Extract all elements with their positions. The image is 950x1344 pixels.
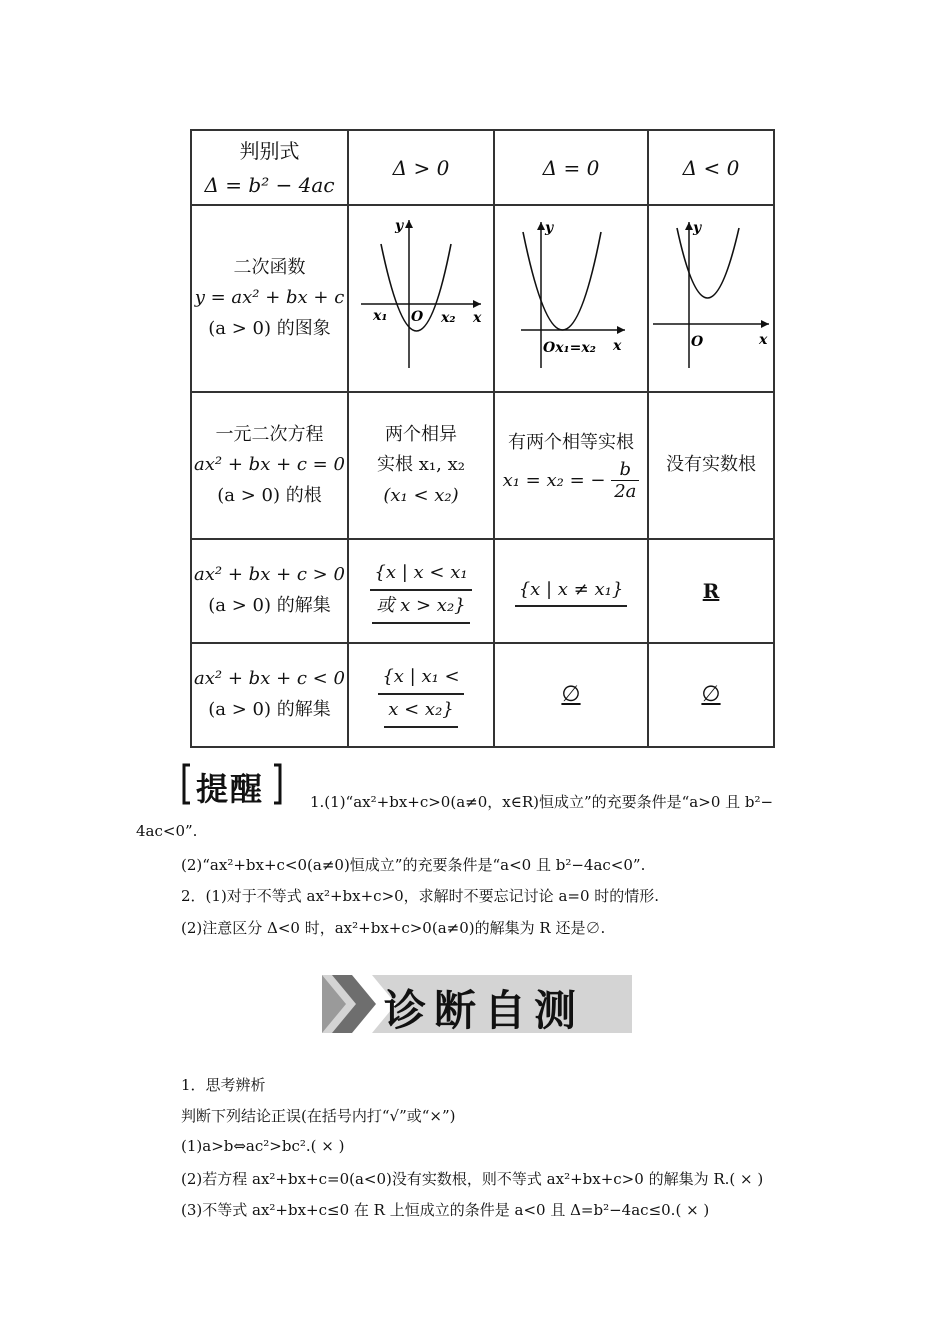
row-less-label xyxy=(191,643,348,747)
exercise-item-2: (2)若方程 ax²+bx+c=0(a<0)没有实数根，则不等式 ax²+bx+c>0 的解集为 R.( × ) xyxy=(181,1170,764,1188)
fraction-denominator: 2a xyxy=(614,481,637,503)
roots-distinct-line1: 两个相异 xyxy=(385,423,457,445)
graph2-root-label: Ox₁=x₂ xyxy=(543,340,596,357)
graph-two-roots-cell xyxy=(348,205,494,392)
graph2-x-label: x xyxy=(613,338,622,355)
row-greater-label xyxy=(191,539,348,643)
row-greater-label-line2: (a > 0) 的解集 xyxy=(208,595,331,616)
greater-set-line1: {x | x < x₁ xyxy=(370,558,471,591)
row-less-label-line2: (a > 0) 的解集 xyxy=(208,699,331,720)
header-discriminant-formula: Δ = b² − 4ac xyxy=(204,172,335,197)
parabola-two-roots-graph xyxy=(351,208,491,378)
roots-distinct-line3: (x₁ < x₂) xyxy=(383,484,459,506)
real-numbers-symbol: R xyxy=(702,578,720,603)
header-discriminant-cell xyxy=(191,130,348,205)
header-discriminant-label: 判别式 xyxy=(239,138,300,163)
fraction-numerator: b xyxy=(611,459,639,482)
less-no-root-cell xyxy=(648,643,774,747)
graph1-x2-label: x₂ xyxy=(441,310,456,327)
empty-set-symbol: ∅ xyxy=(701,682,721,708)
reminder-paragraph-3: 2．(1)对于不等式 ax²+bx+c>0，求解时不要忘记讨论 a=0 时的情形. xyxy=(181,887,660,905)
roots-equal-line2 xyxy=(495,459,647,503)
row-greater-label-line1: ax² + bx + c > 0 xyxy=(194,564,345,586)
fraction xyxy=(611,459,639,503)
row-roots-label xyxy=(191,392,348,539)
greater-one-root-cell xyxy=(494,539,648,643)
parabola-no-root-graph xyxy=(649,208,773,378)
graph3-y-label: y xyxy=(693,220,702,237)
row-roots-label-line3: (a > 0) 的根 xyxy=(217,484,322,506)
graph1-x-label: x xyxy=(473,310,482,327)
row-less-label-line1: ax² + bx + c < 0 xyxy=(194,668,345,690)
graph-one-root-cell xyxy=(494,205,648,392)
table-row-roots xyxy=(191,392,774,539)
reminder-paragraph-1b: 4ac<0”. xyxy=(136,822,198,840)
row-graph-label-line2: y = ax² + bx + c xyxy=(194,287,345,309)
less-one-root-cell xyxy=(494,643,648,747)
header-delta-zero: Δ = 0 xyxy=(494,130,648,205)
header-delta-positive: Δ > 0 xyxy=(348,130,494,205)
graph-no-root-cell xyxy=(648,205,774,392)
greater-set-single: {x | x ≠ x₁} xyxy=(515,575,628,608)
exercise-item-3: (3)不等式 ax²+bx+c≤0 在 R 上恒成立的条件是 a<0 且 Δ=b²−4ac≤0.( × ) xyxy=(181,1201,710,1219)
roots-equal-cell xyxy=(494,392,648,539)
exercise-1-title: 1．思考辨析 xyxy=(181,1076,266,1094)
roots-equal-formula: x₁ = x₂ = − xyxy=(502,469,606,491)
graph1-x1-label: x₁ xyxy=(373,308,388,325)
row-roots-label-line2: ax² + bx + c = 0 xyxy=(194,454,345,476)
exercise-item-1: (1)a>b⇔ac²>bc².( × ) xyxy=(181,1137,345,1155)
header-delta-negative: Δ < 0 xyxy=(648,130,774,205)
section-title: 诊断自测 xyxy=(384,986,585,1035)
graph1-y-label: y xyxy=(395,218,404,235)
table-row-greater xyxy=(191,539,774,643)
parabola-one-root-graph xyxy=(501,208,641,378)
roots-distinct-cell xyxy=(348,392,494,539)
greater-two-roots-cell xyxy=(348,539,494,643)
roots-equal-line1: 有两个相等实根 xyxy=(508,432,634,454)
less-two-roots-cell xyxy=(348,643,494,747)
reminder-paragraph-2: (2)“ax²+bx+c<0(a≠0)恒成立”的充要条件是“a<0 且 b²−4ac<0”. xyxy=(181,856,646,874)
less-set-line2: x < x₂} xyxy=(384,695,458,728)
row-roots-label-line1: 一元二次方程 xyxy=(215,423,324,445)
reminder-paragraph-1a: 1.(1)“ax²+bx+c>0(a≠0，x∈R)恒成立”的充要条件是“a>0 且 b²− xyxy=(310,793,774,811)
row-graph-label-line3: (a > 0) 的图象 xyxy=(208,317,331,339)
graph1-origin-label: O xyxy=(411,309,424,326)
reminder-tag: 提醒 xyxy=(196,770,265,808)
table-row-less xyxy=(191,643,774,747)
quadratic-summary-table xyxy=(190,129,775,748)
roots-none-cell: 没有实数根 xyxy=(648,392,774,539)
row-graph-label xyxy=(191,205,348,392)
row-graph-label-line1: 二次函数 xyxy=(233,256,306,278)
table-header-row xyxy=(191,130,774,205)
greater-no-root-cell xyxy=(648,539,774,643)
graph3-x-label: x xyxy=(759,332,768,349)
roots-distinct-line2: 实根 x₁, x₂ xyxy=(377,454,465,476)
greater-set-line2: 或 x > x₂} xyxy=(372,591,469,624)
table-row-graph xyxy=(191,205,774,392)
less-set-line1: {x | x₁ < xyxy=(378,662,463,695)
empty-set-symbol: ∅ xyxy=(561,682,581,708)
exercise-1-instruction: 判断下列结论正误(在括号内打“√”或“×”) xyxy=(181,1107,456,1125)
graph2-y-label: y xyxy=(545,220,554,237)
graph3-origin-label: O xyxy=(691,334,704,351)
reminder-paragraph-4: (2)注意区分 Δ<0 时，ax²+bx+c>0(a≠0)的解集为 R 还是∅. xyxy=(181,919,606,937)
